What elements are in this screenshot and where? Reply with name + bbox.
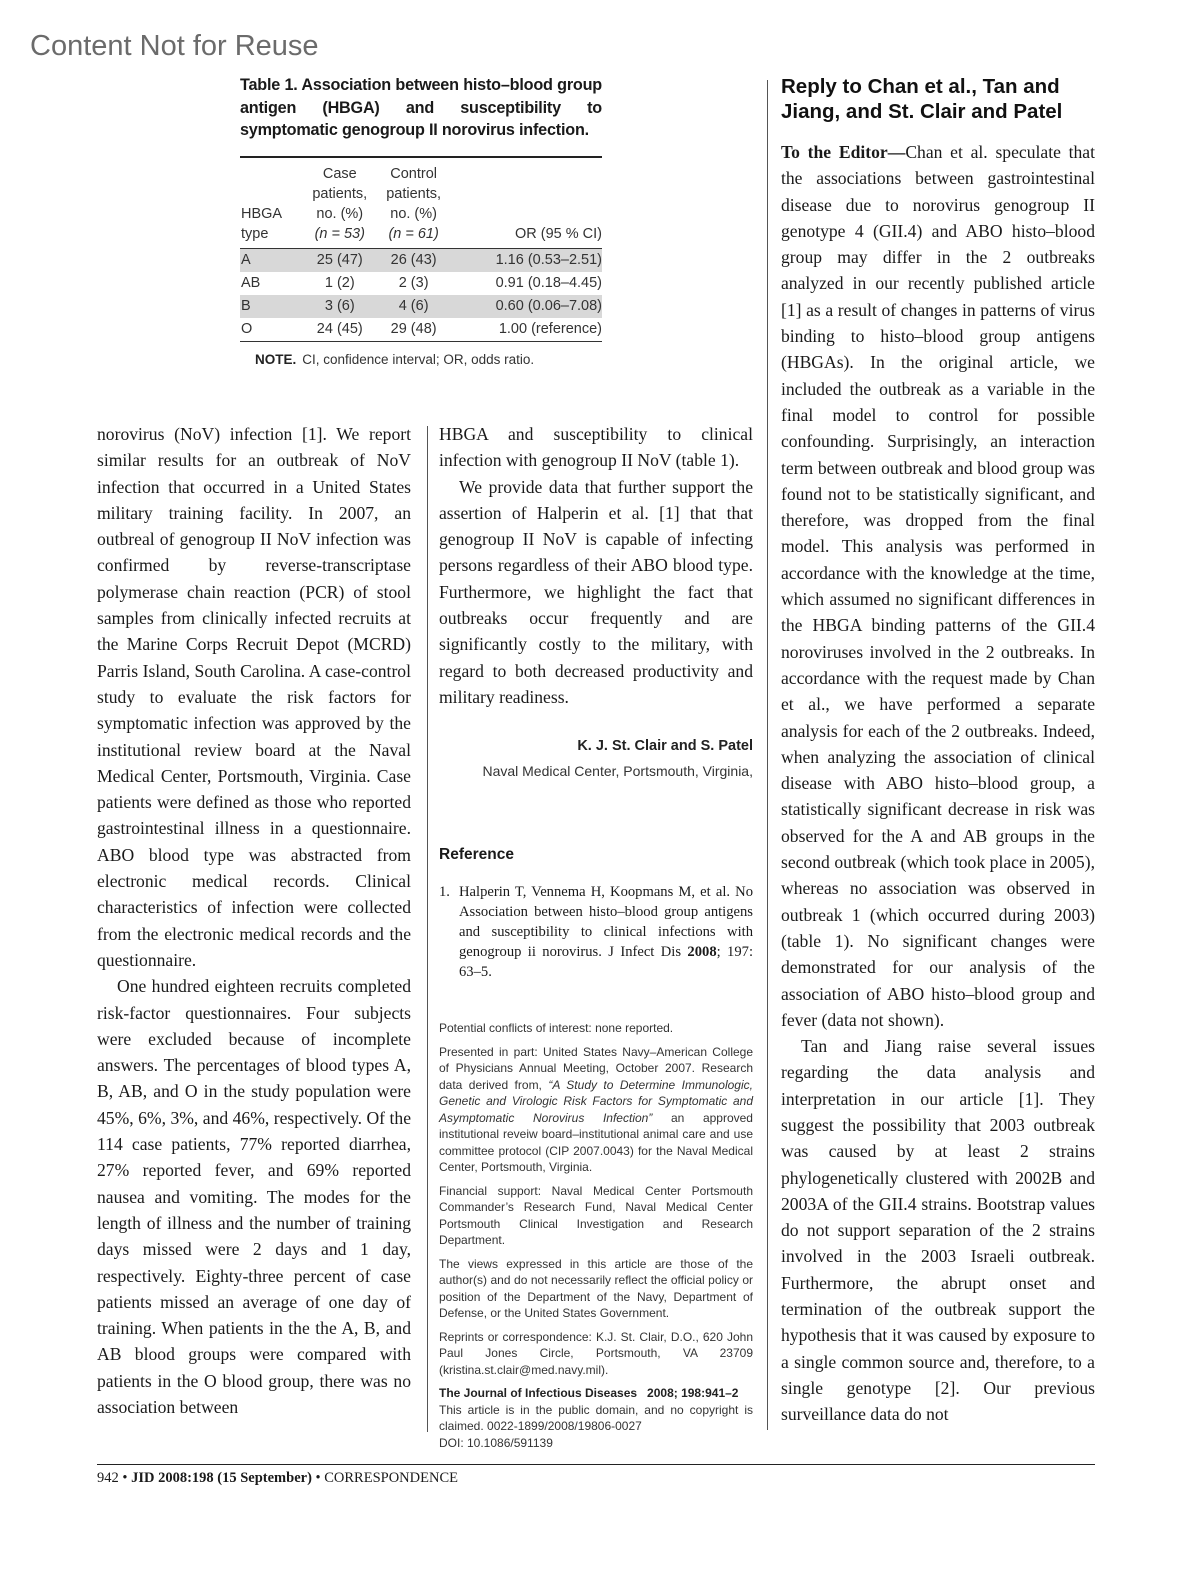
letter-column-middle <box>439 421 753 710</box>
footnote-financial: Financial support: Naval Medical Center Portsmouth Commander’s Research Fund, Naval Medical Center Portsmouth Clinical Investigation and Research Department. <box>439 1183 753 1247</box>
author-signature <box>439 736 753 782</box>
header-control-patients: Control patients, no. (%) (n = 61) <box>386 165 442 242</box>
table-note-text: CI, confidence interval; OR, odds ratio. <box>302 351 535 367</box>
footnote-journal: The Journal of Infectious Diseases 2008; 198:941–2 <box>439 1386 739 1400</box>
table-row: A 25 (47) 26 (43) 1.16 (0.53–2.51) <box>240 248 602 272</box>
table-note <box>240 352 602 367</box>
table-1 <box>240 74 602 367</box>
footnote-public-domain: This article is in the public domain, and no copyright is claimed. 0022-1899/2008/19806-0027 <box>439 1402 753 1433</box>
letter-paragraph: One hundred eighteen recruits completed risk-factor questionnaires. Four subjects were excluded because of incomplete answers. The percentages of blood types A, B, AB, and O in the study population were 45%, 6%, 3%, and 46%, respectively. Of the 114 case patients, 77% reported diarrhea, 27% reported fever, and 69% reported nausea and vomiting. The modes for the length of illness and the number of training days missed were 2 days and 1 day, respectively. Eighty-three percent of case patients missed an average of one day of training. When patients in the the A, B, and AB blood groups were compared with patients in the O blood group, there was no association between <box>97 976 411 1417</box>
watermark-text: Content Not for Reuse <box>30 30 319 62</box>
author-names: K. J. St. Clair and S. Patel <box>577 738 753 754</box>
reference-item <box>439 882 753 982</box>
table-caption: Table 1. Association between histo–blood group antigen (HBGA) and susceptibility to symptomatic genogroup II norovirus infection. <box>240 76 602 139</box>
footnote-views: The views expressed in this article are those of the author(s) and do not necessarily reflect the official policy or position of the Department of the Navy, Department of Defense, or the United States Government. <box>439 1256 753 1320</box>
page-number: 942 <box>97 1470 119 1486</box>
hbga-table <box>240 162 602 342</box>
reference-number: 1. <box>439 884 450 900</box>
footer-section: CORRESPONDENCE <box>324 1470 458 1486</box>
header-or-ci: OR (95 % CI) <box>514 225 602 242</box>
footer-journal: JID 2008:198 (15 September) <box>131 1470 312 1486</box>
reply-paragraph: To the Editor—Chan et al. speculate that the associations between gastrointestinal disease due to norovirus genogroup II genotype 4 (GII.4) and ABO histo–blood group may differ in the 2 outbreaks analyzed in our recently published article [1] as a result of changes in patterns of virus binding to histo–blood group antigens (HBGAs). In the original article, we included the outbreak as a variable in the final model to control for possible confounding. Surprisingly, an interaction term between outbreak and blood group was found not to be statistically significant, and therefore, was dropped from the final model. This analysis was performed in accordance with the knowledge at the time, which assumed no significant differences in the HBGA binding patterns of the GII.4 noroviruses involved in the 2 outbreaks. In accordance with the request made by Chan et al., we have performed a separate analysis for each of the 2 outbreaks. Indeed, when analyzing the association of clinical disease with ABO histo–blood group, a statistically significant decrease in risk was observed for the A and AB groups in the second outbreak (which took place in 2005), whereas no association was observed in outbreak 1 (which occurred during 2003) (table 1). No significant changes were demonstrated for our analysis of the association of ABO histo–blood group and fever (data not shown). <box>781 142 1096 1030</box>
footnote-doi: DOI: 10.1086/591139 <box>439 1435 553 1450</box>
table-note-label: NOTE. <box>255 351 297 367</box>
reference-text: Halperin T, Vennema H, Koopmans M, et al. No Association between histo–blood group antigens and susceptibility to clinical infections with genogroup ii norovirus. J Infect Dis 2008; 197: 63–5. <box>459 884 753 980</box>
reply-paragraph: Tan and Jiang raise several issues regarding the data analysis and interpretation in our article [1]. They suggest the possibility that 2003 outbreak was caused by at least 2 strains phylogenetically clustered with 2002B and 2003A of the GII.4 strains. Bootstrap values do not support separation of the 2 strains involved in the 2003 Israeli outbreak. Furthermore, the abrupt onset and termination of the outbreak support the hypothesis that it was caused by exposure to a single common source and, therefore, to a single genotype [2]. Our previous surveillance data do not <box>781 1036 1095 1425</box>
article-footnotes <box>439 1020 753 1451</box>
footnote-journal-block <box>439 1385 753 1451</box>
letter-paragraph: We provide data that further support the assertion of Halperin et al. [1] that that genogroup II NoV is capable of infecting persons regardless of their ABO blood type. Furthermore, we highlight the fact that outbreaks occur frequently and are significantly costly to the military, with regard to both decreased productivity and military readiness. <box>439 476 753 707</box>
letter-column-left <box>97 421 411 1420</box>
table-top-rule <box>240 156 602 158</box>
letter-paragraph: HBGA and susceptibility to clinical infection with genogroup II NoV (table 1). <box>439 424 753 471</box>
letter-paragraph: norovirus (NoV) infection [1]. We report similar results for an outbreak of NoV infection that occurred in a United States military training facility. In 2007, an outbreal of genogroup II NoV infection was confirmed by reverse-transcriptase polymerase chain reaction (PCR) of stool samples from clinically infected recruits at the Marine Corps Recruit Depot (MCRD) Parris Island, South Carolina. A case-control study to evaluate the risk factors for symptomatic infection was approved by the institutional review board at the Naval Medical Center, Portsmouth, Virginia. Case patients were defined as those who reported gastrointestinal illness in a questionnaire. ABO blood type was abstracted from electronic medical records. Clinical characteristics of infection were collected from the electronic medical records and the questionnaire. <box>97 424 411 970</box>
to-the-editor: To the Editor— <box>781 142 906 162</box>
reply-title: Reply to Chan et al., Tan and Jiang, and St. Clair and Patel <box>781 75 1063 123</box>
header-hbga-type: HBGA type <box>241 205 283 242</box>
table-row: B 3 (6) 4 (6) 0.60 (0.06–7.08) <box>240 295 602 318</box>
page-footer: 942 • JID 2008:198 (15 September) • CORRESPONDENCE <box>97 1470 458 1486</box>
header-case-patients: Case patients, no. (%) (n = 53) <box>312 165 368 242</box>
footnote-presented: Presented in part: United States Navy–American College of Physicians Annual Meeting, October 2007. Research data derived from, “A Study to Determine Immunologic, Genetic and Virologic Risk Factors for Symptomatic and Asymptomatic Norovirus Infection” an approved institutional reveiw board–institutional animal care and use committee protocol (CIP 2007.0043) for the Naval Medical Center, Portsmouth, Virginia. <box>439 1044 753 1174</box>
column-divider <box>427 426 428 1432</box>
reference-heading: Reference <box>439 846 514 863</box>
table-row: O 24 (45) 29 (48) 1.00 (reference) <box>240 318 602 342</box>
reference-list <box>439 882 753 982</box>
reply-column <box>781 139 1095 1428</box>
footnote-conflicts: Potential conflicts of interest: none reported. <box>439 1021 674 1035</box>
author-affiliation: Naval Medical Center, Portsmouth, Virginia, <box>482 763 753 779</box>
column-divider <box>767 80 768 1430</box>
footnote-reprints: Reprints or correspondence: K.J. St. Clair, D.O., 620 John Paul Jones Circle, Portsmouth, VA 23709 (kristina.st.clair@med.navy.mil). <box>439 1329 753 1377</box>
table-header-row <box>240 162 602 249</box>
footer-rule <box>97 1464 1095 1465</box>
table-row: AB 1 (2) 2 (3) 0.91 (0.18–4.45) <box>241 274 602 291</box>
